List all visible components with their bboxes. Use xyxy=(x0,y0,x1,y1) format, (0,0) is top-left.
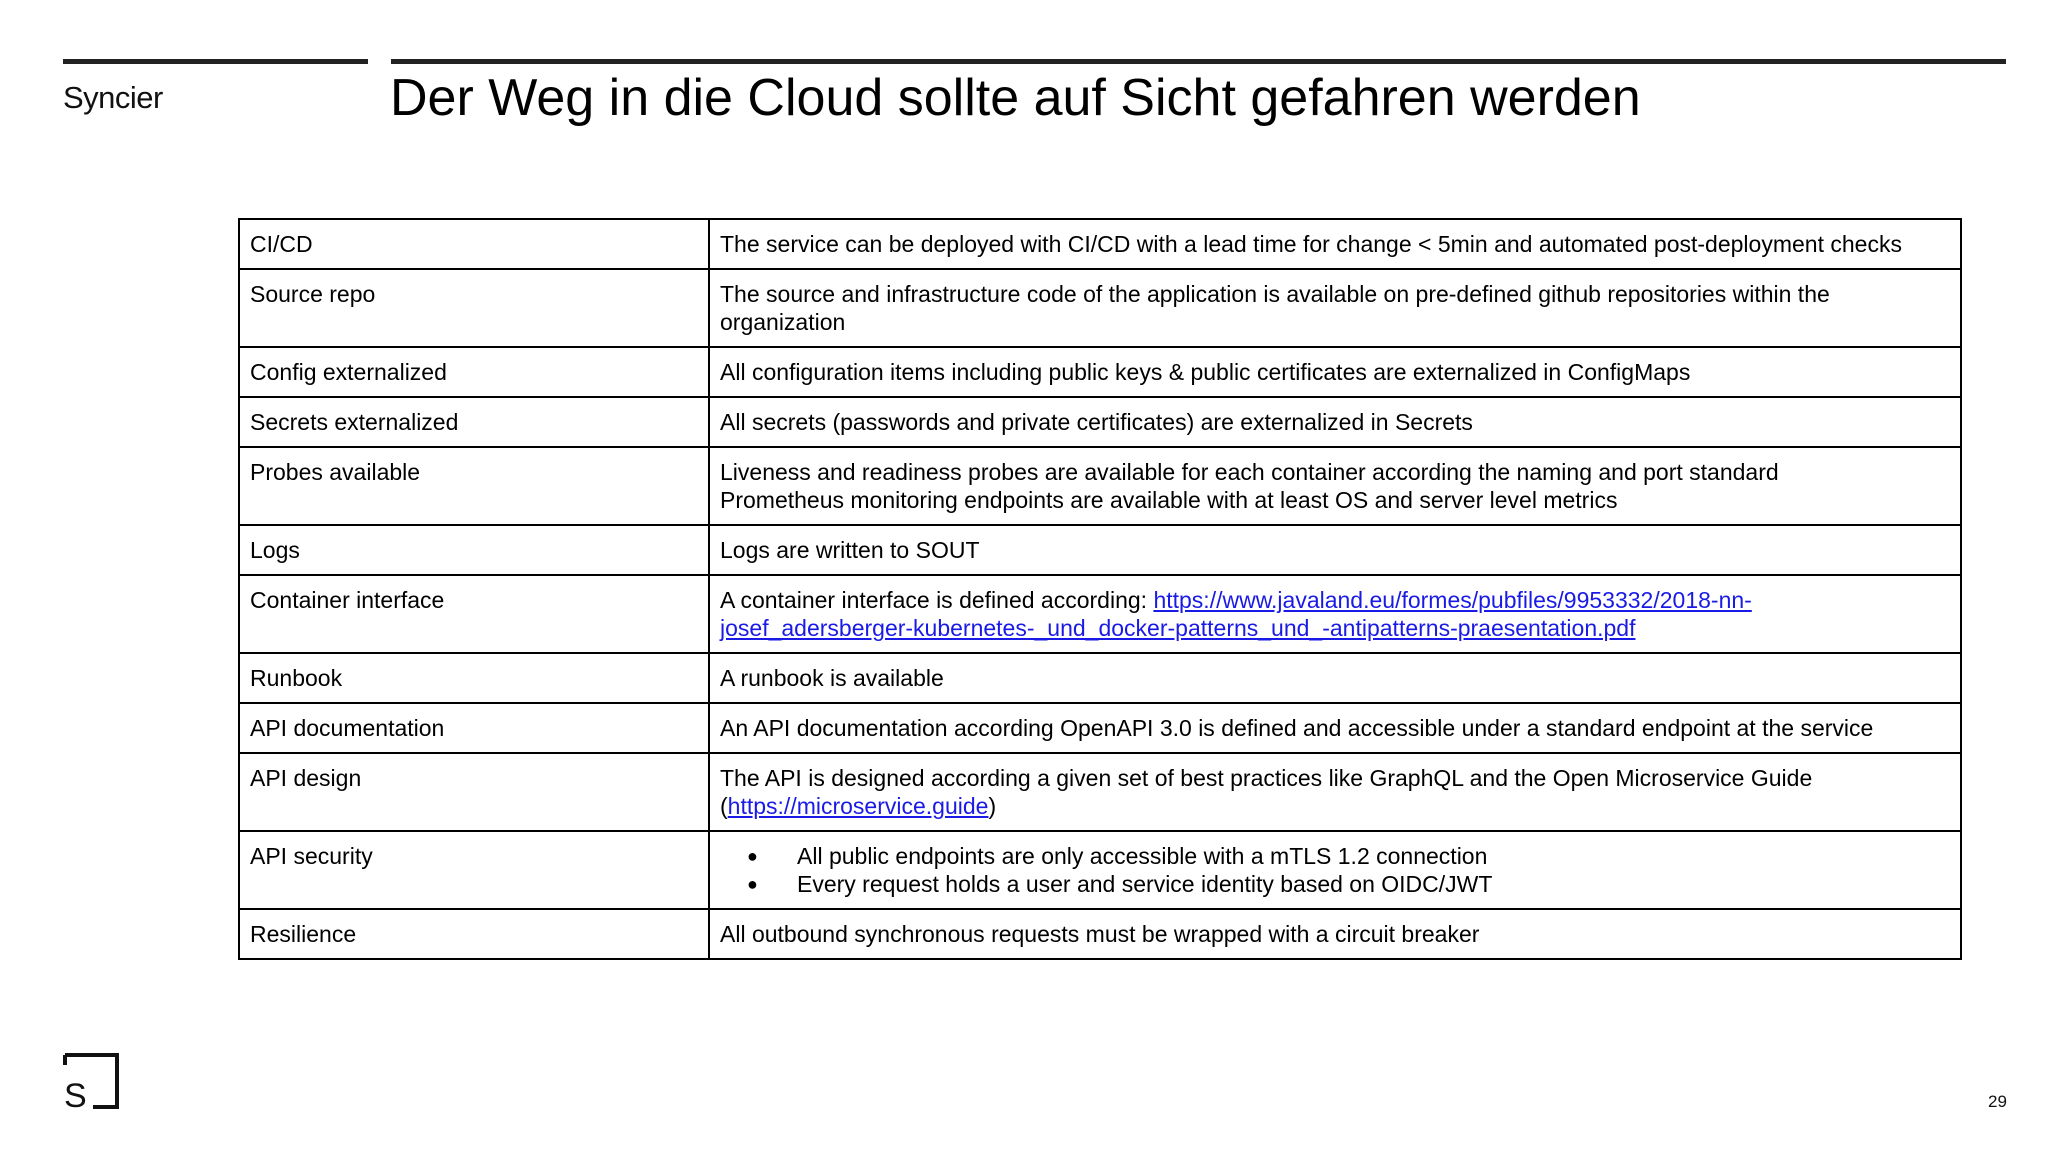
list-item: ● Every request holds a user and service identity based on OIDC/JWT xyxy=(720,870,1950,898)
row-key: API security xyxy=(239,831,709,909)
row-value: All outbound synchronous requests must be wrapped with a circuit breaker xyxy=(709,909,1961,959)
brand-logo-text: Syncier xyxy=(63,80,163,115)
table-row xyxy=(239,525,1961,575)
row-value xyxy=(709,575,1961,653)
row-value: A runbook is available xyxy=(709,653,1961,703)
row-key: Source repo xyxy=(239,269,709,347)
slide-title: Der Weg in die Cloud sollte auf Sicht gefahren werden xyxy=(390,69,1641,127)
row-key: CI/CD xyxy=(239,219,709,269)
row-value: All secrets (passwords and private certificates) are externalized in Secrets xyxy=(709,397,1961,447)
api-design-line: The API is designed according a given set of best practices like GraphQL and the Open Microservice Guide xyxy=(720,765,1813,791)
container-interface-link-line2[interactable]: josef_adersberger-kubernetes-_und_docker-patterns_und_-antipatterns-praesentation.pdf xyxy=(720,615,1636,641)
row-key: Container interface xyxy=(239,575,709,653)
table-row xyxy=(239,831,1961,909)
row-value: Logs are written to SOUT xyxy=(709,525,1961,575)
row-key: Probes available xyxy=(239,447,709,525)
row-value xyxy=(709,831,1961,909)
row-key: API documentation xyxy=(239,703,709,753)
syncier-logo-icon xyxy=(63,1053,119,1109)
row-key: Secrets externalized xyxy=(239,397,709,447)
brand-rule xyxy=(63,59,368,64)
microservice-guide-link[interactable]: https://microservice.guide xyxy=(727,793,989,819)
api-design-link-line xyxy=(720,792,1950,820)
criteria-table xyxy=(238,218,1962,960)
row-key: Config externalized xyxy=(239,347,709,397)
row-key: Runbook xyxy=(239,653,709,703)
table-row xyxy=(239,753,1961,831)
row-value: An API documentation according OpenAPI 3.0 is defined and accessible under a standard endpoint at the service xyxy=(709,703,1961,753)
table-row xyxy=(239,347,1961,397)
list-item: ● All public endpoints are only accessible with a mTLS 1.2 connection xyxy=(720,842,1950,870)
table-row xyxy=(239,269,1961,347)
table-row xyxy=(239,703,1961,753)
page-number: 29 xyxy=(1988,1092,2007,1111)
row-value xyxy=(709,753,1961,831)
row-value: The service can be deployed with CI/CD with a lead time for change < 5min and automated post-deployment checks xyxy=(709,219,1961,269)
title-rule xyxy=(391,59,2006,64)
table-row xyxy=(239,397,1961,447)
probes-line: Liveness and readiness probes are available for each container according the naming and port standard xyxy=(720,459,1779,485)
table-row xyxy=(239,653,1961,703)
table-row xyxy=(239,575,1961,653)
monitoring-line: Prometheus monitoring endpoints are available with at least OS and server level metrics xyxy=(720,487,1618,513)
table-row xyxy=(239,219,1961,269)
close-paren: ) xyxy=(988,793,997,819)
table-row xyxy=(239,909,1961,959)
row-key: Logs xyxy=(239,525,709,575)
row-value xyxy=(709,447,1961,525)
row-key: Resilience xyxy=(239,909,709,959)
open-paren: ( xyxy=(720,793,728,819)
logo-letter: S xyxy=(64,1077,87,1109)
row-key: API design xyxy=(239,753,709,831)
security-bullet-list xyxy=(720,842,1950,898)
row-value: All configuration items including public keys & public certificates are externalized in ConfigMaps xyxy=(709,347,1961,397)
table-row xyxy=(239,447,1961,525)
container-interface-prefix: A container interface is defined according: xyxy=(720,587,1154,613)
container-interface-link-line1[interactable]: https://www.javaland.eu/formes/pubfiles/9953332/2018-nn- xyxy=(1153,587,1752,613)
row-value: The source and infrastructure code of the application is available on pre-defined github repositories within the organization xyxy=(709,269,1961,347)
